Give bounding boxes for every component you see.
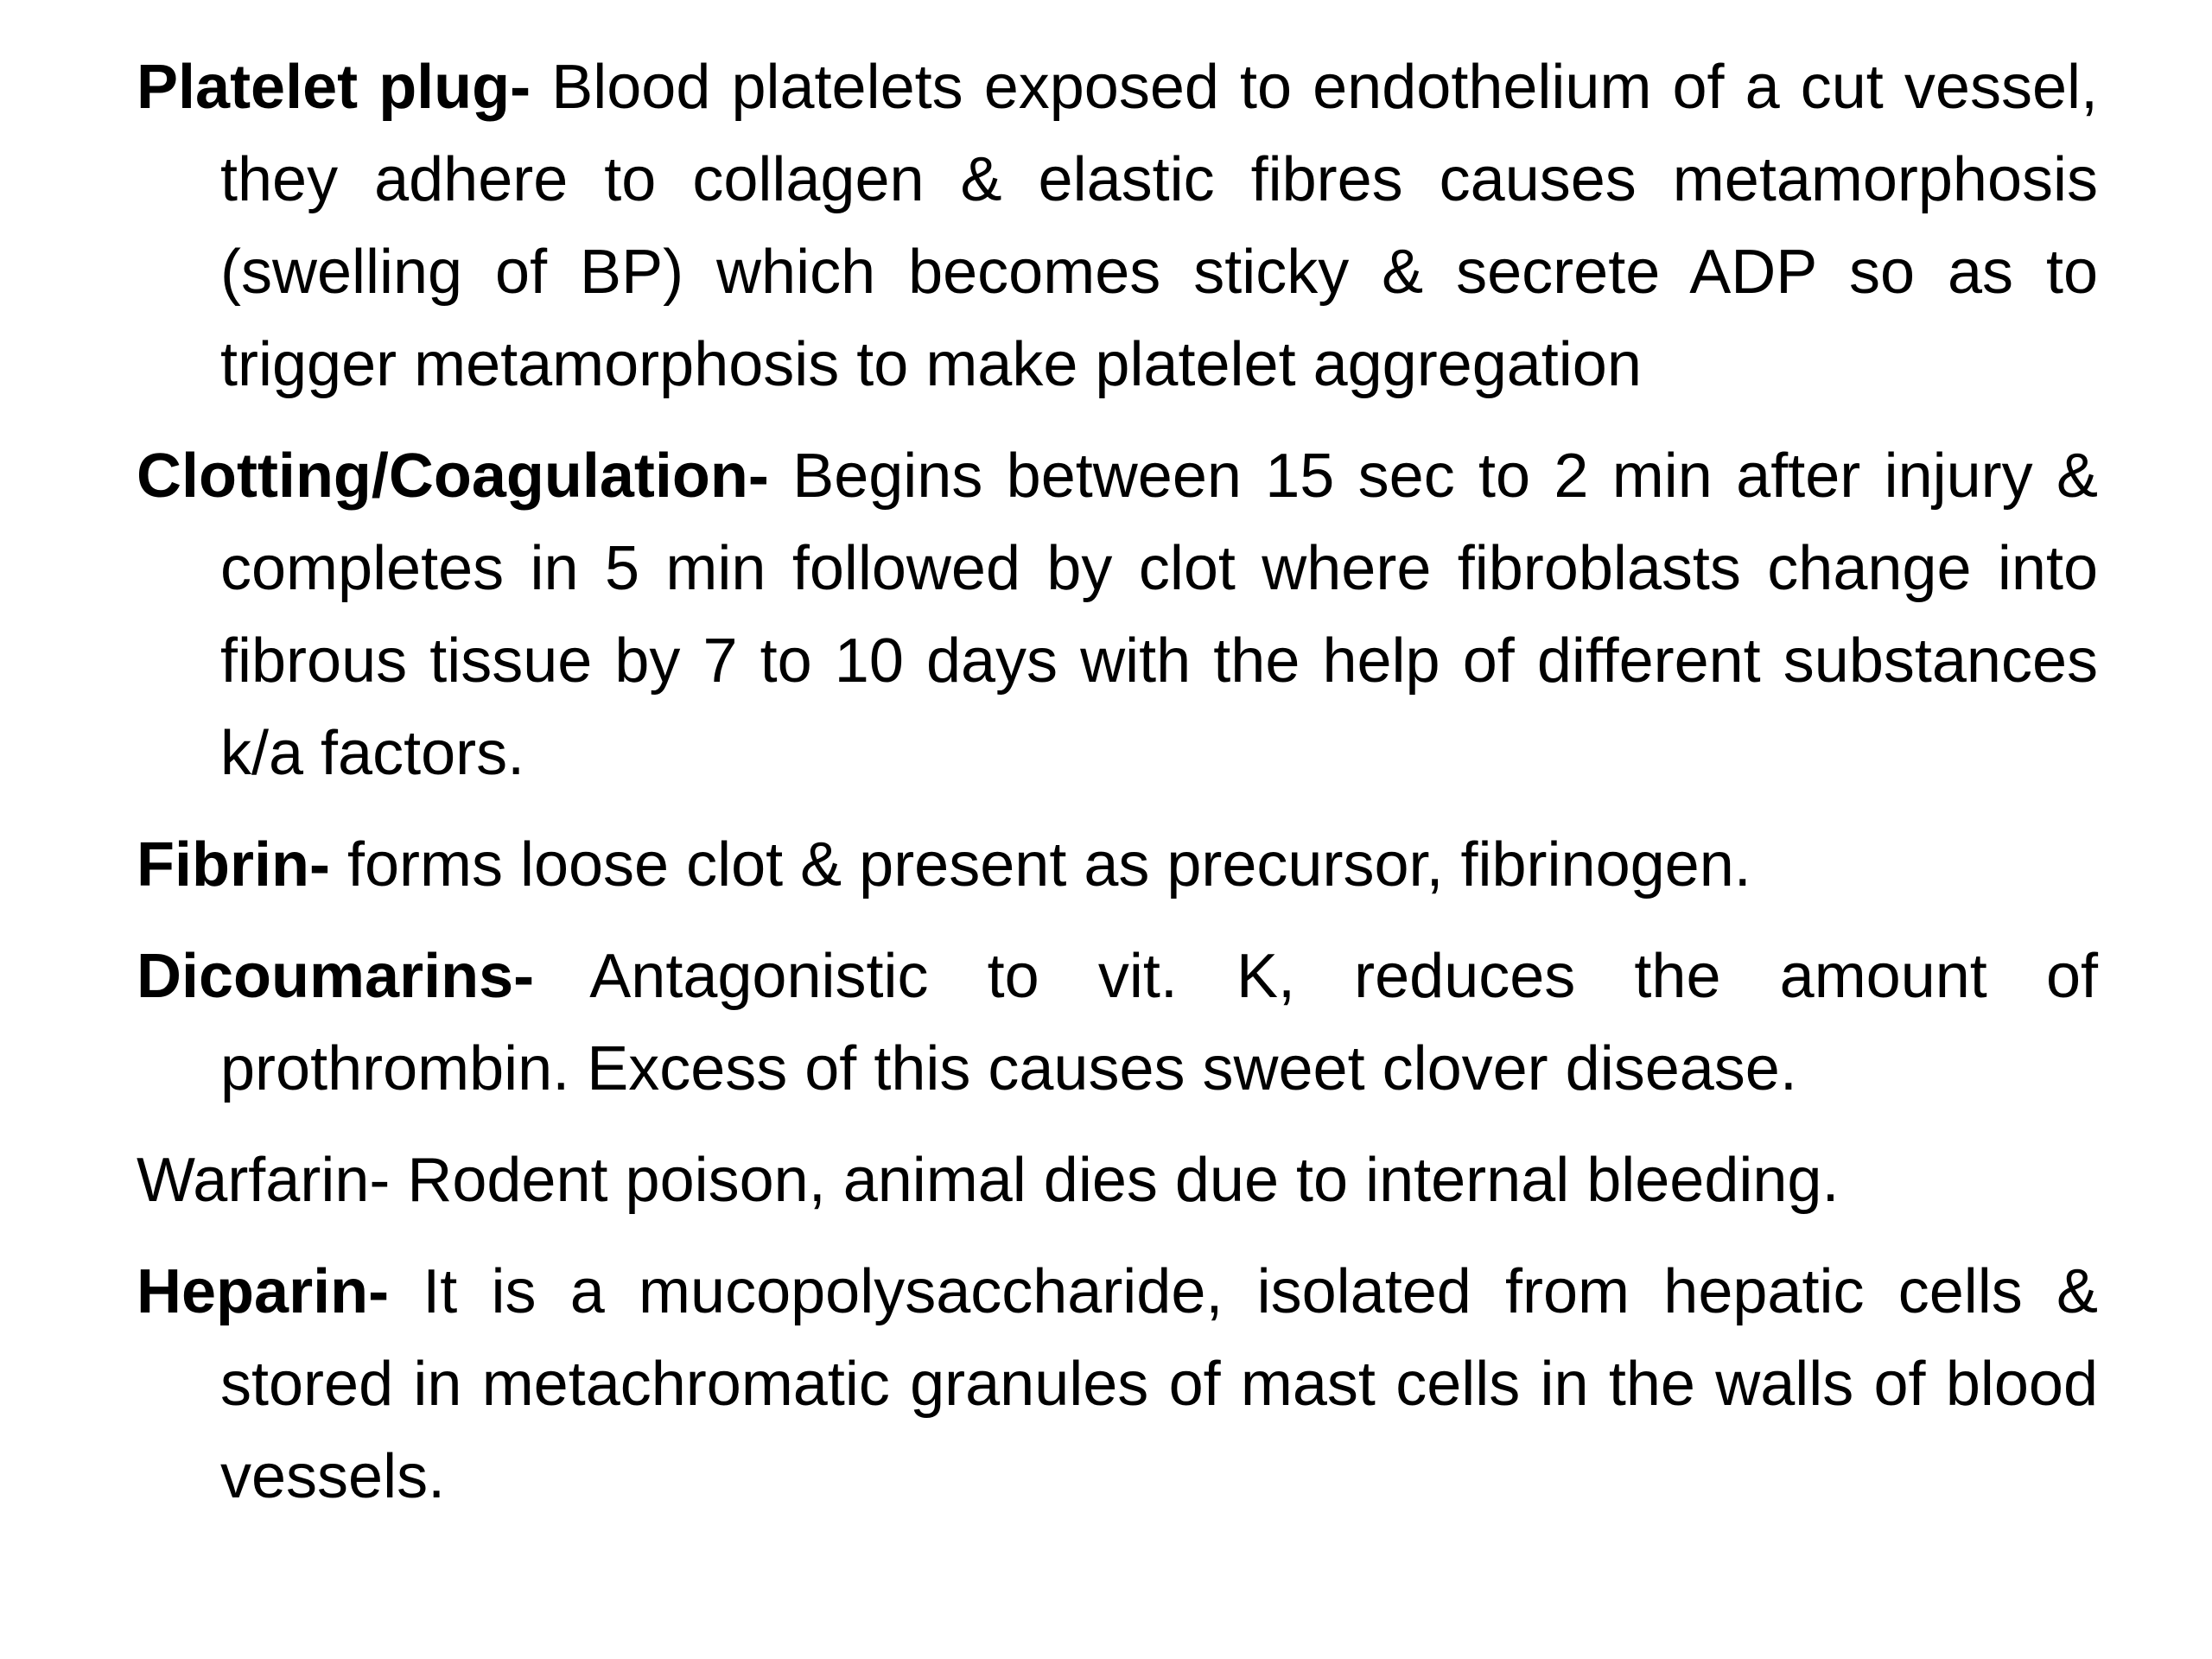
entry-text: Warfarin- Rodent poison, animal dies due to internal bleeding. [137,1146,1840,1215]
slide-content [137,41,2098,1542]
entry-term: Dicoumarins- [137,942,535,1011]
entry-text: forms loose clot & present as precursor, fibrinogen. [329,830,1751,899]
entry-warfarin [137,1135,2098,1227]
entry-heparin [137,1246,2098,1523]
entry-term: Heparin- [137,1257,390,1326]
entry-text: Antagonistic to vit. K, reduces the amount of prothrombin. Excess of this causes sweet clover disease. [220,942,2098,1103]
entry-term: Fibrin- [137,830,330,899]
entry-fibrin [137,819,2098,912]
entry-term: Clotting/Coagulation- [137,442,769,511]
entry-clotting-coagulation [137,430,2098,800]
entry-text: Begins between 15 sec to 2 min after injury & completes in 5 min followed by clot where fibroblasts change into fibrous tissue by 7 to 10 days with the help of different substances k/a factors. [220,442,2098,788]
entry-text: Blood platelets exposed to endothelium of a cut vessel, they adhere to collagen & elastic fibres causes metamorphosis (swelling of BP) which becomes sticky & secrete ADP so as to trigger metamorphosis to make platelet aggregation [220,53,2098,399]
entry-text: It is a mucopolysaccharide, isolated from hepatic cells & stored in metachromatic granules of mast cells in the walls of blood vessels. [220,1257,2098,1511]
entry-term: Platelet plug- [137,53,531,122]
entry-platelet-plug [137,41,2098,411]
entry-dicoumarins [137,931,2098,1116]
